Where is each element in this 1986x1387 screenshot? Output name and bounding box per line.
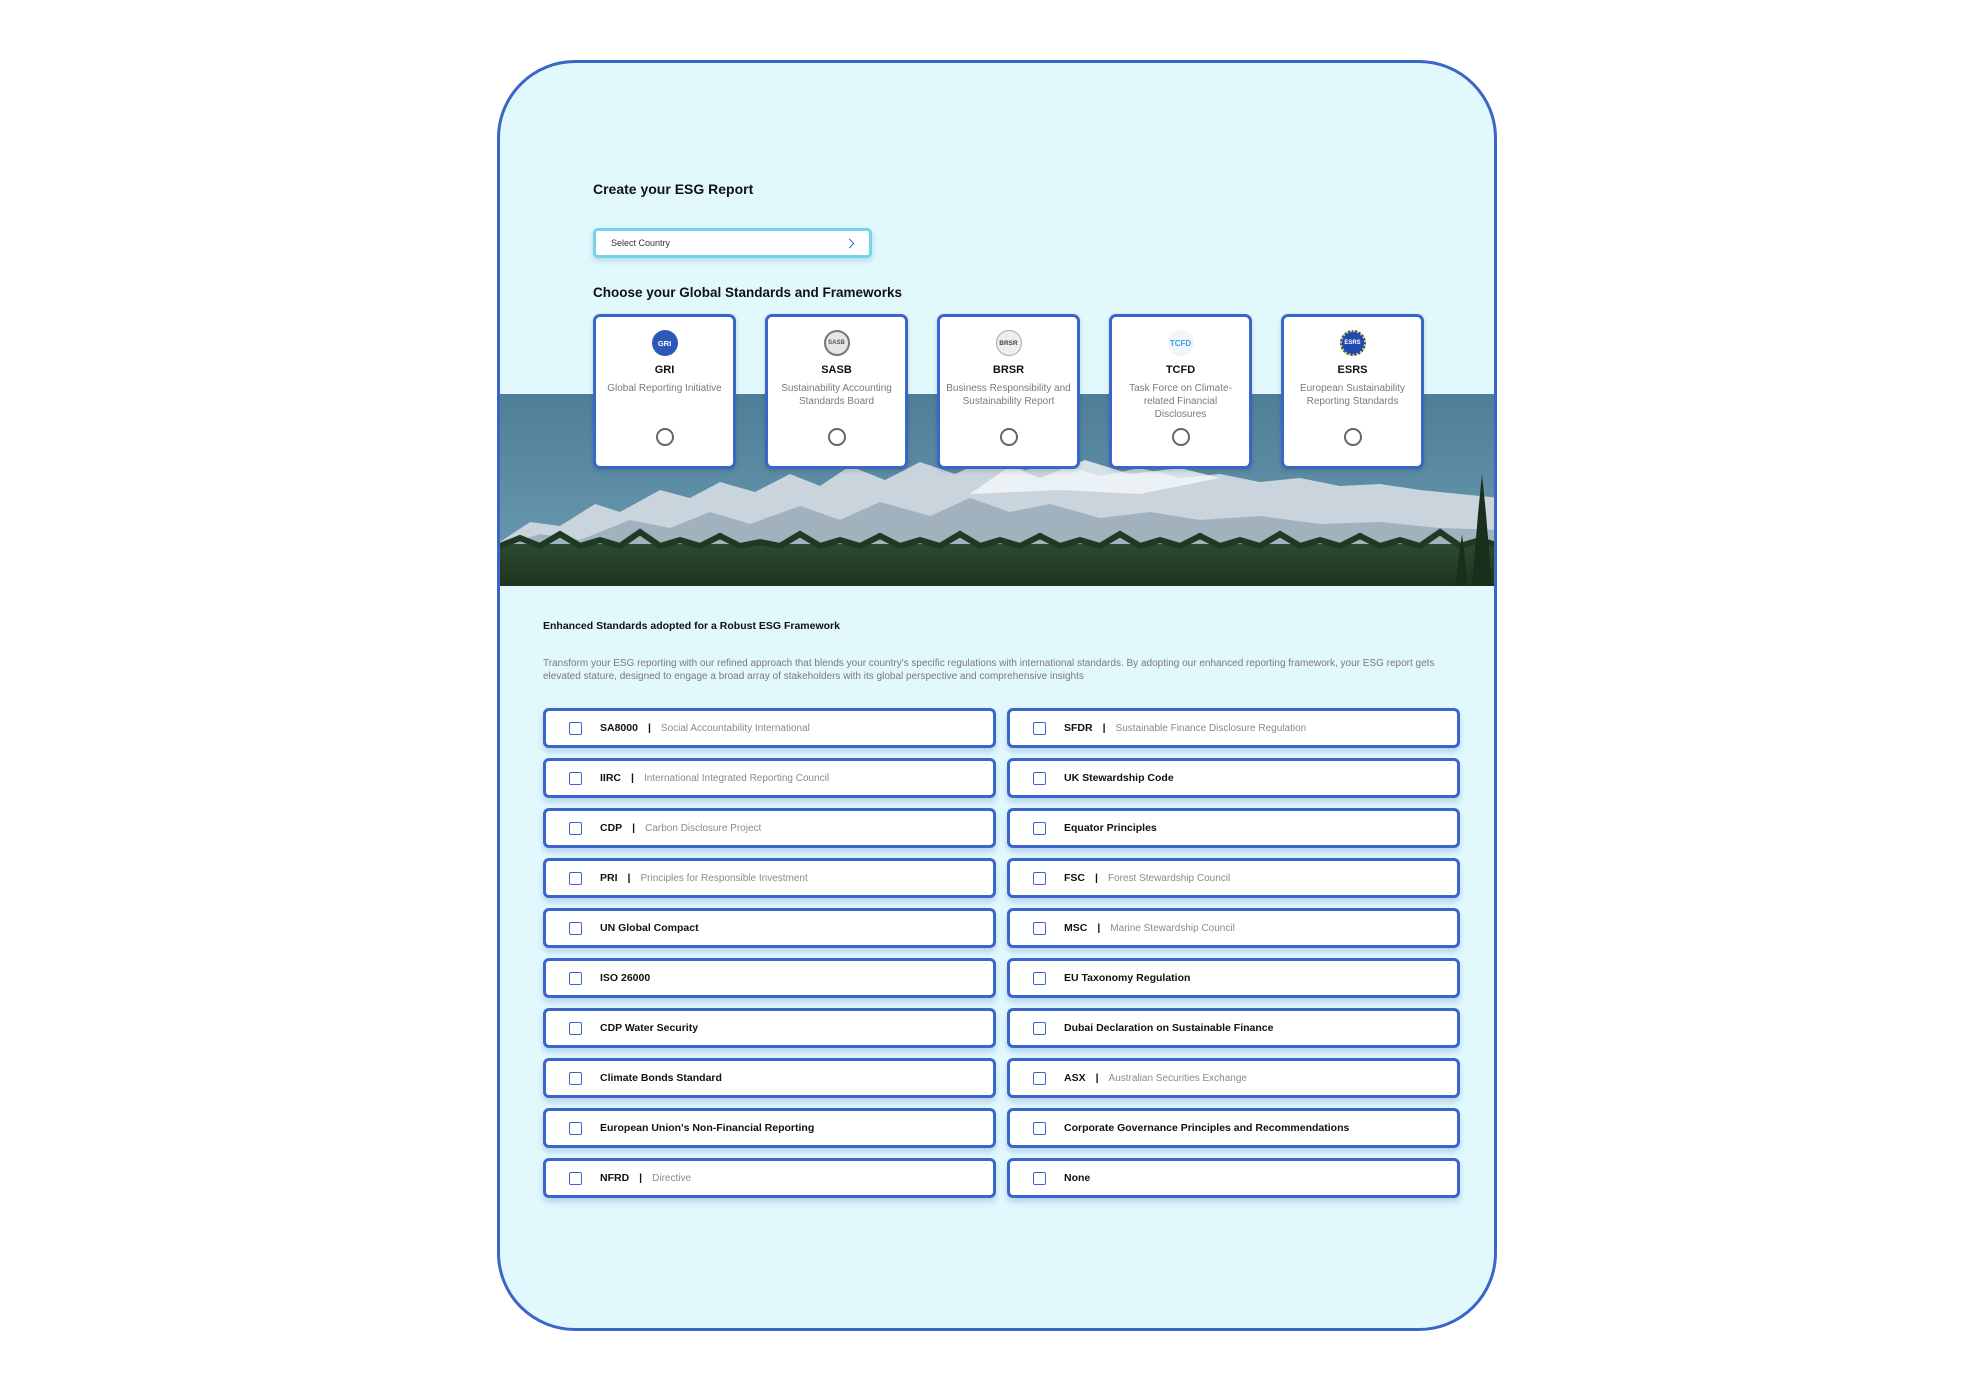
standard-option[interactable] <box>543 808 996 848</box>
standard-checkbox[interactable] <box>1033 1022 1046 1035</box>
standard-option[interactable] <box>543 708 996 748</box>
enhanced-standards-description: Transform your ESG reporting with our refined approach that blends your country's specific regulations with international standards. By adopting our enhanced reporting framework, your ESG report gets elevated stature, designed to engage a broad array of stakeholders with its global perspective and comprehensive insights <box>543 658 1435 682</box>
standard-code: None <box>1064 1172 1091 1184</box>
framework-radio[interactable] <box>656 428 674 446</box>
framework-abbr: SASB <box>821 364 852 376</box>
enhanced-standards-title: Enhanced Standards adopted for a Robust ESG Framework <box>543 620 840 632</box>
standard-option[interactable] <box>1007 1008 1460 1048</box>
page-title: Create your ESG Report <box>593 181 754 197</box>
standard-checkbox[interactable] <box>569 872 582 885</box>
separator: | <box>632 822 636 834</box>
standard-checkbox[interactable] <box>569 1072 582 1085</box>
standard-checkbox[interactable] <box>1033 1122 1046 1135</box>
standard-code: UK Stewardship Code <box>1064 772 1174 784</box>
standard-option[interactable] <box>543 958 996 998</box>
standard-code: UN Global Compact <box>600 922 699 934</box>
standard-checkbox[interactable] <box>1033 1172 1046 1185</box>
standard-option[interactable] <box>1007 808 1460 848</box>
standard-code: NFRD <box>600 1172 630 1184</box>
standard-checkbox[interactable] <box>569 722 582 735</box>
standard-checkbox[interactable] <box>1033 772 1046 785</box>
standard-checkbox[interactable] <box>569 972 582 985</box>
standard-code: Dubai Declaration on Sustainable Finance <box>1064 1022 1274 1034</box>
standard-option[interactable] <box>1007 958 1460 998</box>
standard-option[interactable] <box>1007 758 1460 798</box>
standard-option[interactable] <box>1007 1158 1460 1198</box>
framework-card-esrs[interactable] <box>1281 314 1424 469</box>
framework-radio[interactable] <box>828 428 846 446</box>
standard-name: Social Accountability International <box>660 722 810 734</box>
separator: | <box>627 872 631 884</box>
framework-name: Business Responsibility and Sustainability Report <box>946 383 1071 407</box>
framework-card-sasb[interactable] <box>765 314 908 469</box>
separator: | <box>1095 872 1098 884</box>
framework-abbr: GRI <box>654 364 675 376</box>
standard-checkbox[interactable] <box>1033 1072 1046 1085</box>
framework-name: European Sustainability Reporting Standards <box>1299 383 1406 407</box>
standard-option[interactable] <box>1007 1058 1460 1098</box>
framework-radio[interactable] <box>1344 428 1362 446</box>
separator: | <box>647 722 651 734</box>
framework-radio[interactable] <box>1172 428 1190 446</box>
standard-code: PRI <box>600 872 618 884</box>
sasb-logo-icon: SASB <box>824 330 850 356</box>
standard-code: SFDR <box>1064 722 1093 734</box>
frameworks-row <box>593 314 1423 469</box>
standard-checkbox[interactable] <box>569 1172 582 1185</box>
standard-option[interactable] <box>543 1158 996 1198</box>
standard-code: EU Taxonomy Regulation <box>1064 972 1191 984</box>
standard-name: Principles for Responsible Investment <box>640 872 808 884</box>
standard-option[interactable] <box>543 1008 996 1048</box>
framework-abbr: BRSR <box>992 364 1025 376</box>
standard-name: Marine Stewardship Council <box>1110 922 1235 934</box>
standard-option[interactable] <box>543 1108 996 1148</box>
standard-option[interactable] <box>1007 1108 1460 1148</box>
standard-name: Directive <box>652 1172 692 1184</box>
gri-logo-icon: GRI <box>652 330 678 356</box>
standard-checkbox[interactable] <box>569 1022 582 1035</box>
standard-checkbox[interactable] <box>569 822 582 835</box>
standard-option[interactable] <box>543 908 996 948</box>
country-select[interactable] <box>593 228 872 258</box>
standard-code: Climate Bonds Standard <box>600 1072 722 1084</box>
separator: | <box>1095 1072 1099 1084</box>
standard-name: Australian Securities Exchange <box>1108 1072 1247 1084</box>
standard-code: MSC <box>1064 922 1088 934</box>
separator: | <box>1102 722 1106 734</box>
esrs-logo-icon: ESRS <box>1340 330 1366 356</box>
standard-option[interactable] <box>1007 708 1460 748</box>
separator: | <box>639 1172 643 1184</box>
standard-code: Equator Principles <box>1064 822 1157 834</box>
framework-card-brsr[interactable] <box>937 314 1080 469</box>
framework-abbr: ESRS <box>1337 364 1368 376</box>
standard-checkbox[interactable] <box>1033 722 1046 735</box>
standard-name: Sustainable Finance Disclosure Regulation <box>1115 722 1307 734</box>
standard-option[interactable] <box>1007 858 1460 898</box>
standard-checkbox[interactable] <box>1033 872 1046 885</box>
standard-name: Carbon Disclosure Project <box>645 822 762 834</box>
standard-code: ASX <box>1064 1072 1086 1084</box>
framework-abbr: TCFD <box>1165 364 1196 376</box>
framework-card-gri[interactable] <box>593 314 736 469</box>
standard-checkbox[interactable] <box>1033 972 1046 985</box>
standard-code: IIRC <box>600 772 621 784</box>
brsr-logo-icon: BRSR <box>996 330 1022 356</box>
standard-code: Corporate Governance Principles and Recommendations <box>1064 1122 1350 1134</box>
framework-card-tcfd[interactable] <box>1109 314 1252 469</box>
standard-code: SA8000 <box>600 722 638 734</box>
chevron-right-icon <box>845 238 855 248</box>
tcfd-logo-icon: TCFD <box>1168 330 1194 356</box>
standard-checkbox[interactable] <box>569 772 582 785</box>
standard-option[interactable] <box>543 858 996 898</box>
framework-name: Sustainability Accounting Standards Board <box>781 383 892 407</box>
framework-name: Global Reporting Initiative <box>607 383 722 394</box>
frameworks-title: Choose your Global Standards and Frameworks <box>593 285 903 300</box>
standard-name: Forest Stewardship Council <box>1107 872 1231 884</box>
standard-option[interactable] <box>543 758 996 798</box>
esg-report-panel <box>497 60 1497 1331</box>
standard-code: FSC <box>1064 872 1085 884</box>
standard-checkbox[interactable] <box>1033 922 1046 935</box>
framework-name: Task Force on Climate-related Financial Disclosures <box>1129 383 1232 420</box>
standard-checkbox[interactable] <box>569 1122 582 1135</box>
standard-code: ISO 26000 <box>600 972 651 984</box>
standard-code: European Union's Non-Financial Reporting <box>600 1122 815 1134</box>
standard-code: CDP Water Security <box>600 1022 699 1034</box>
separator: | <box>1097 922 1101 934</box>
framework-radio[interactable] <box>1000 428 1018 446</box>
standard-checkbox[interactable] <box>1033 822 1046 835</box>
standard-code: CDP <box>600 822 623 834</box>
standard-option[interactable] <box>1007 908 1460 948</box>
standard-option[interactable] <box>543 1058 996 1098</box>
separator: | <box>631 772 634 784</box>
standard-checkbox[interactable] <box>569 922 582 935</box>
country-select-label: Select Country <box>611 238 671 248</box>
standard-name: International Integrated Reporting Council <box>643 772 830 784</box>
